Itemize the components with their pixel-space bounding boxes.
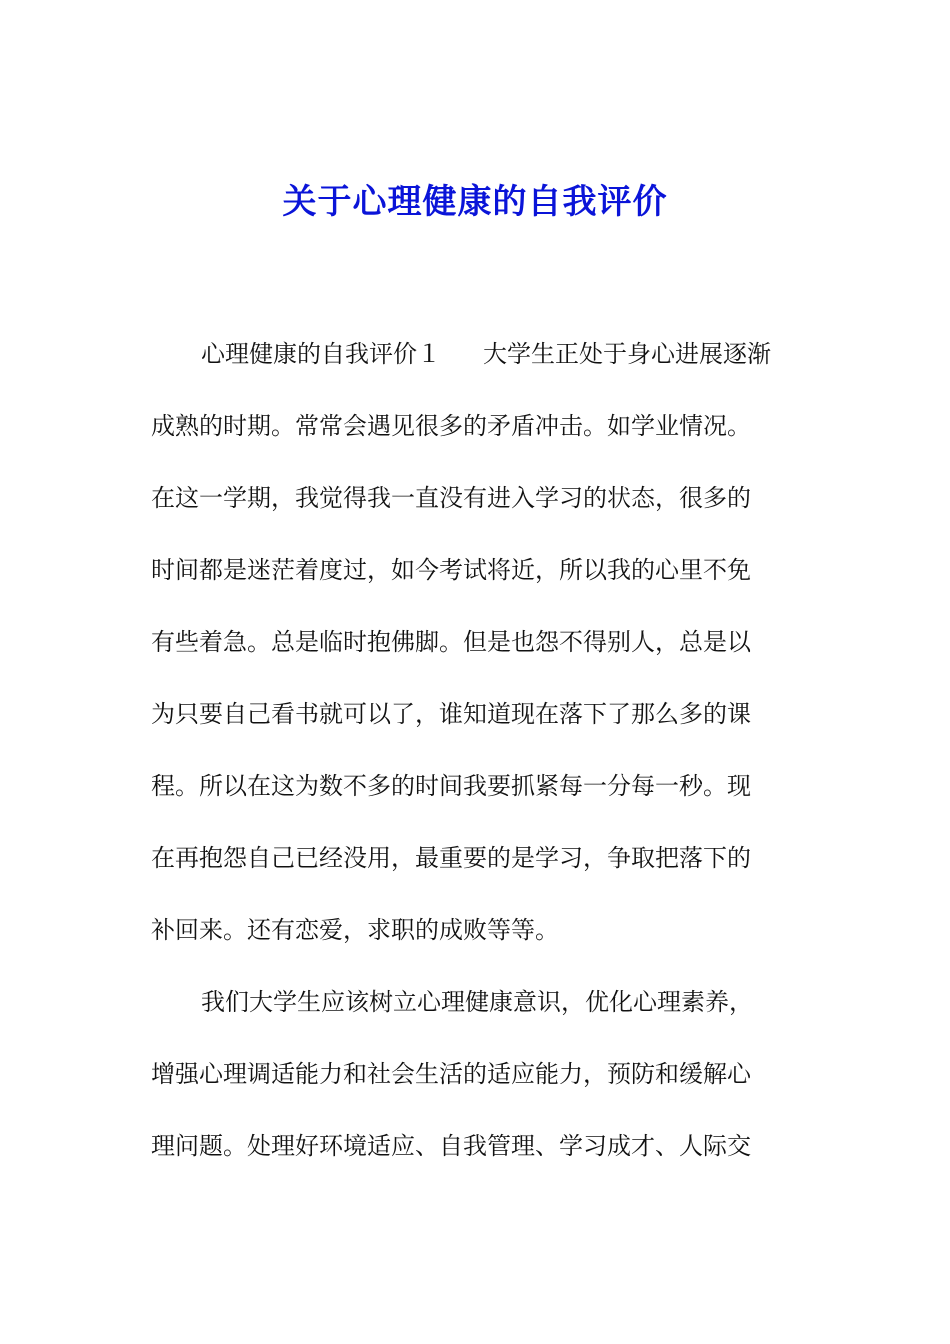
document-title: 关于心理健康的自我评价 (282, 182, 668, 222)
section-heading: 心理健康的自我评价１ (201, 340, 441, 368)
paragraph-line (151, 318, 801, 390)
paragraph-line: 补回来。还有恋爱，求职的成败等等。 (151, 916, 559, 944)
document-body (151, 318, 801, 1182)
paragraph-line: 在这一学期，我觉得我一直没有进入学习的状态，很多的 (151, 484, 751, 512)
paragraph-text: 大学生正处于身心进展逐渐 (483, 340, 771, 368)
paragraph-line: 我们大学生应该树立心理健康意识，优化心理素养， (201, 988, 753, 1016)
paragraph-line: 增强心理调适能力和社会生活的适应能力，预防和缓解心 (151, 1060, 751, 1088)
paragraph-line: 成熟的时期。常常会遇见很多的矛盾冲击。如学业情况。 (151, 412, 751, 440)
paragraph-line: 程。所以在这为数不多的时间我要抓紧每一分每一秒。现 (151, 772, 751, 800)
paragraph-line: 时间都是迷茫着度过，如今考试将近，所以我的心里不免 (151, 556, 751, 584)
paragraph-line: 有些着急。总是临时抱佛脚。但是也怨不得别人，总是以 (151, 628, 751, 656)
paragraph-line: 在再抱怨自己已经没用，最重要的是学习，争取把落下的 (151, 844, 751, 872)
paragraph-line: 理问题。处理好环境适应、自我管理、学习成才、人际交 (151, 1132, 751, 1160)
paragraph-line: 为只要自己看书就可以了，谁知道现在落下了那么多的课 (151, 700, 751, 728)
